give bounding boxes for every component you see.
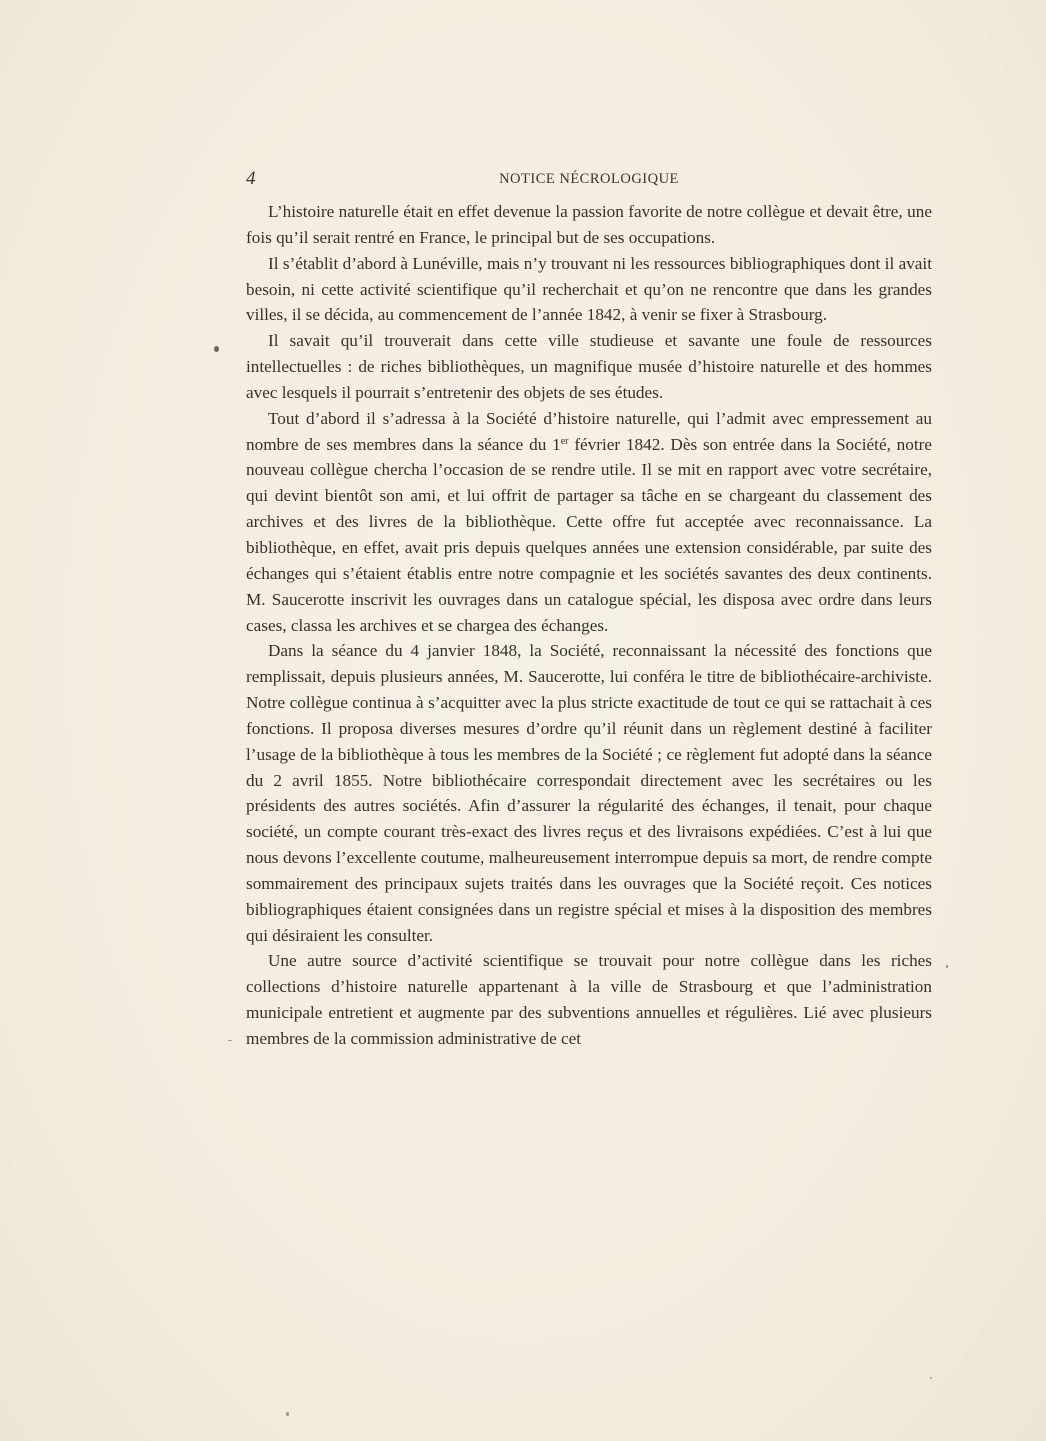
paper-speck	[930, 1377, 932, 1379]
paper-speck	[946, 965, 948, 968]
body-text	[246, 199, 932, 1052]
paper-speck	[214, 346, 219, 352]
page-number: 4	[246, 168, 256, 189]
paper-speck	[228, 1040, 232, 1041]
ordinal-superscript: er	[560, 435, 569, 447]
paragraph: L’histoire naturelle était en effet devenue la passion favorite de notre collègue et devait être, une fois qu’il serait rentré en France, le principal but de ses occupations.	[246, 202, 932, 247]
paragraph: Dans la séance du 4 janvier 1848, la Société, reconnaissant la nécessité des fonctions que remplissait, depuis plusieurs années, M. Saucerotte, lui conféra le titre de bibliothécaire-archiviste. Notre collègue continua à s’acquitter avec la plus stricte exactitude de tout ce qui se rattachait à ces fonctions. Il proposa diverses mesures d’ordre qu’il réunit dans un règlement destiné à faciliter l’usage de la bibliothèque à tous les membres de la Société ; ce règlement fut adopté dans la séance du 2 avril 1855. Notre bibliothécaire correspondait directement avec les secrétaires ou les présidents des autres sociétés. Afin d’assurer la régularité des échanges, il tenait, pour chaque société, un compte courant très-exact des livres reçus et des livraisons expédiées. C’est à lui que nous devons l’excellente coutume, malheureusement interrompue depuis sa mort, de rendre compte sommairement des principaux sujets traités dans les ouvrages que la Société reçoit. Ces notices bibliographiques étaient consignées dans un registre spécial et mises à la disposition des membres qui désiraient les consulter.	[246, 641, 932, 945]
paragraph: Une autre source d’activité scientifique se trouvait pour notre collègue dans les riches collections d’histoire naturelle appartenant à la ville de Strasbourg et que l’administration municipale entretient et augmente par des subventions annuelles et régulières. Lié avec plusieurs membres de la commission administrative de cet	[246, 951, 932, 1048]
page-header	[246, 168, 932, 190]
paragraph	[246, 406, 932, 639]
paragraph: Il savait qu’il trouverait dans cette ville studieuse et savante une foule de ressources intellectuelles : de riches bibliothèques, un magnifique musée d’histoire naturelle et des hommes avec lesquels il pourrait s’entretenir des objets de ses études.	[246, 331, 932, 402]
paragraph-text: Tout d’abord il s’adressa à la Société d’histoire naturelle, qui l’admit avec empressement au nombre de ses membres dans la séance du 1	[246, 408, 932, 454]
paragraph-text: février 1842. Dès son entrée dans la Société, notre nouveau collègue chercha l’occasion de se rendre utile. Il se mit en rapport avec votre secrétaire, qui devint bientôt son ami, et lui offrit de partager sa tâche en se chargeant du classement des archives et des livres de la bibliothèque. Cette offre fut acceptée avec reconnaissance. La bibliothèque, en effet, avait pris depuis quelques années une extension considérable, par suite des échanges qui s’étaient établis entre notre compagnie et les sociétés savantes des deux continents. M. Saucerotte inscrivit les ouvrages dans un catalogue spécial, les disposa avec ordre dans leurs cases, classa les archives et se chargea des échanges.	[246, 434, 932, 635]
paper-speck	[286, 1412, 289, 1416]
running-title: NOTICE NÉCROLOGIQUE	[499, 171, 679, 187]
paragraph: Il s’établit d’abord à Lunéville, mais n’y trouvant ni les ressources bibliographiques dont il avait besoin, ni cette activité scientifique qu’il recherchait et qu’on ne rencontre que dans les grandes villes, il se décida, au commencement de l’année 1842, à venir se fixer à Strasbourg.	[246, 253, 932, 325]
